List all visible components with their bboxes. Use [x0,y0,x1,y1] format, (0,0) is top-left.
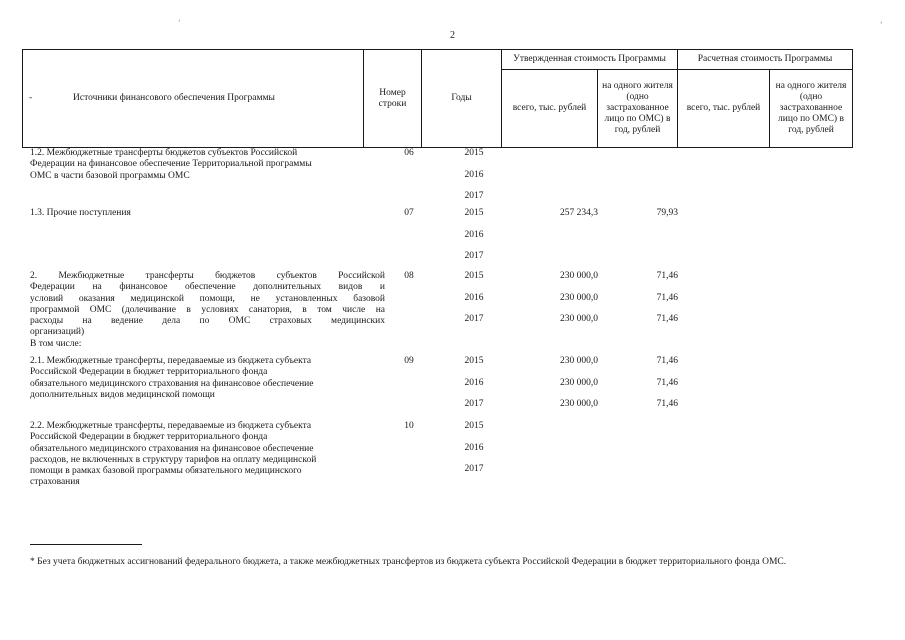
row-source-line: 2.2. Межбюджетные трансферты, передаваемые из бюджета субъекта [30,421,312,431]
row-source-line: помощи в рамках базовой программы обязательного медицинского [30,466,302,477]
row-year: 2015 [464,356,484,366]
row-approved-per-person: 79,93 [656,208,678,218]
row-number: 08 [404,271,414,281]
row-year: 2016 [464,442,484,453]
row-approved-per-person: 71,46 [656,292,678,303]
row-source-line: условий оказания медицинской помощи, не установленных базовой [30,293,385,304]
row-number: 10 [404,421,414,431]
page-number: 2 [450,30,455,41]
row-source-line: Федерации на финансовое обеспечение дополнительных видов и [30,282,385,293]
row-source-line: Российской Федерации в бюджет территориального фонда [30,367,268,378]
row-source-line: 2.1. Межбюджетные трансферты, передаваемые из бюджета субъекта [30,356,312,366]
footnote: * Без учета бюджетных ассигнований федерального бюджета, а также межбюджетных трансфертов из бюджета субъекта Российской Федерации в бюджет территориального фонда ОМС. [30,557,787,567]
row-source-line: 2. Межбюджетные трансферты бюджетов субъектов Российской [30,271,385,281]
row-year: 2015 [464,421,484,431]
header-calculated-cost: Расчетная стоимость Программы [678,50,853,70]
row-approved-total: 230 000,0 [560,356,598,366]
row-approved-per-person: 71,46 [656,356,678,366]
header-sources-label: Источники финансового обеспечения Программы [73,93,275,103]
row-source-text [30,421,385,489]
row-number: 07 [404,208,414,218]
row-source-line: расходов, не включенных в структуру тарифов на оплату медицинской [30,454,317,465]
header-calculated-total: всего, тыс. рублей [678,70,770,148]
row-source-text [30,208,385,219]
row-source-line: расходы на ведение дела по ОМС страховых медицинских [30,316,385,327]
row-year: 2017 [464,251,484,261]
row-approved-total: 230 000,0 [560,314,598,324]
row-source-text [30,356,385,401]
header-approved-cost: Утвержденная стоимость Программы [502,50,678,70]
row-year: 2016 [464,292,484,303]
header-years: Годы [422,50,502,148]
row-number: 09 [404,356,414,366]
row-approved-total: 230 000,0 [560,271,598,281]
row-source-line: 1.3. Прочие поступления [30,208,131,218]
row-approved-total: 230 000,0 [560,292,598,303]
row-year: 2017 [464,464,484,474]
row-source-line: В том числе: [30,338,82,349]
row-year: 2016 [464,169,484,180]
row-source-line: программой ОМС (долечивание в условиях санатория, в том числе на [30,304,385,315]
header-approved-per-person: на одного жителя (одно застрахованное лицо по ОМС) в год, рублей [598,70,678,148]
table-header [22,49,853,148]
row-approved-total: 230 000,0 [560,377,598,388]
row-approved-total: 230 000,0 [560,399,598,409]
row-source-line: страхования [30,477,80,488]
header-calculated-per-person: на одного жителя (одно застрахованное лицо по ОМС) в год, рублей [770,70,853,148]
row-source-line: обязательного медицинского страхования на финансовое обеспечение [30,378,314,389]
row-year: 2017 [464,314,484,324]
row-year: 2016 [464,229,484,240]
row-source-text [30,271,385,350]
row-source-line: обязательного медицинского страхования на финансовое обеспечение [30,443,314,454]
row-source-line: организаций) [30,327,85,338]
row-number: 06 [404,148,414,158]
row-source-line: Федерации на финансовое обеспечение Территориальной программы [30,159,312,170]
row-source-line: 1.2. Межбюджетные трансферты бюджетов субъектов Российской [30,148,298,158]
row-year: 2016 [464,377,484,388]
scan-mark: ‘ [178,18,181,27]
row-year: 2015 [464,208,484,218]
row-year: 2017 [464,191,484,201]
row-approved-per-person: 71,46 [656,399,678,409]
row-year: 2015 [464,148,484,158]
row-approved-per-person: 71,46 [656,377,678,388]
header-approved-total: всего, тыс. рублей [502,70,598,148]
row-approved-total: 257 234,3 [560,208,598,218]
header-dash: - [29,93,33,103]
footnote-rule [30,544,142,545]
row-approved-per-person: 71,46 [656,314,678,324]
row-approved-per-person: 71,46 [656,271,678,281]
header-sources [23,50,364,148]
header-row-number: Номер строки [364,50,422,148]
row-year: 2017 [464,399,484,409]
scan-mark: ‘ [880,20,883,29]
row-source-line: дополнительных видов медицинской помощи [30,389,215,400]
row-source-line: ОМС в части базовой программы ОМС [30,170,190,181]
row-year: 2015 [464,271,484,281]
row-source-text [30,148,385,182]
row-source-line: Российской Федерации в бюджет территориального фонда [30,432,268,443]
